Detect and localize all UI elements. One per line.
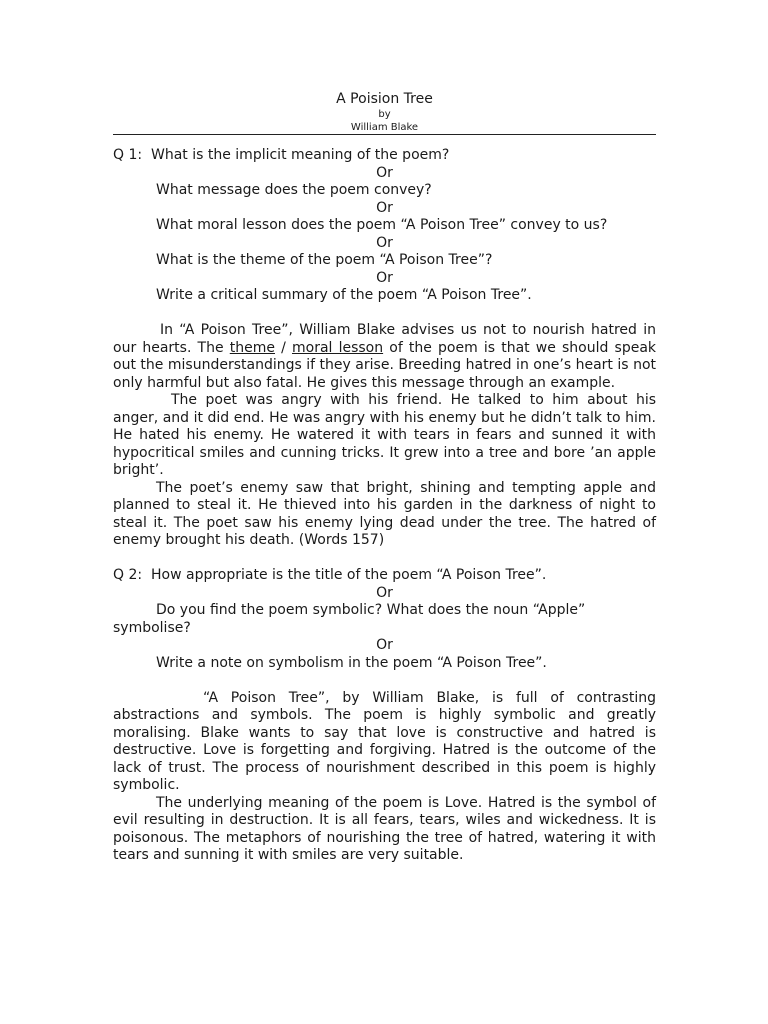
q1-alt-1: What message does the poem convey? (156, 182, 432, 198)
q1-or-3: Or (376, 234, 393, 251)
q1-answer-text-b: of the poem is that we should speak out the misunderstandings if they arise. Breeding hatred in one’s heart is not only harmful but also fatal. He gives this message through an example. (113, 339, 657, 391)
q2-alt-1a: Do you find the poem symbolic? What does the noun “Apple” (156, 602, 586, 618)
q1-question (113, 147, 656, 165)
header-divider (113, 134, 656, 135)
q2-alt-1b: symbolise? (113, 619, 191, 636)
q1-or-1: Or (376, 164, 393, 181)
q2-or-2: Or (376, 637, 393, 653)
q2-question-text: How appropriate is the title of the poem “A Poison Tree”. (151, 567, 547, 583)
q2-alt-2: Write a note on symbolism in the poem “A Poison Tree”. (156, 654, 547, 671)
q1-or-2: Or (376, 199, 393, 216)
q1-alt-4: Write a critical summary of the poem “A Poison Tree”. (156, 287, 532, 303)
q1-question-text: What is the implicit meaning of the poem? (151, 147, 450, 163)
q2-answer-paragraph-1: “A Poison Tree”, by William Blake, is full of contrasting abstractions and symbols. The poem is highly symbolic and greatly moralising. Blake wants to say that love is constructive and hatred is destructive. Love is forgetting and forgiving. Hatred is the outcome of the lack of trust. The process of nourishment described in this poem is highly symbolic. (113, 689, 656, 793)
q1-label: Q 1: (113, 147, 143, 163)
underlined-theme: theme (229, 339, 275, 356)
poem-author: William Blake (350, 122, 419, 133)
q1-or-4: Or (376, 269, 393, 286)
q2-question (113, 567, 656, 585)
q1-answer-text-a: In “A Poison Tree”, William Blake advises us not to nourish hatred in our hearts. The (113, 322, 656, 356)
by-line: by (378, 109, 391, 120)
q1-answer-paragraph-3: The poet’s enemy saw that bright, shining and tempting apple and planned to steal it. He thieved into his garden in the darkness of night to steal it. The poet saw his enemy lying dead under the tree. The hatred of enemy brought his death. (Words 157) (113, 479, 656, 548)
q1-alt-3: What is the theme of the poem “A Poison Tree”? (156, 252, 493, 268)
slash-separator: / (274, 339, 292, 356)
q1-answer-paragraph-1 (113, 322, 656, 392)
q2-answer-paragraph-2: The underlying meaning of the poem is Love. Hatred is the symbol of evil resulting in destruction. It is all fears, tears, wiles and wickedness. It is poisonous. The metaphors of nourishing the tree of hatred, watering it with tears and sunning it with smiles are very suitable. (113, 794, 656, 863)
q1-alt-2: What moral lesson does the poem “A Poison Tree” convey to us? (156, 217, 608, 233)
q2-or-1: Or (376, 584, 393, 601)
document-body (113, 147, 656, 865)
document-header (113, 90, 656, 134)
underlined-moral-lesson: moral lesson (292, 339, 384, 356)
poem-title: A Poision Tree (336, 91, 433, 107)
q1-answer-paragraph-2: The poet was angry with his friend. He talked to him about his anger, and it did end. He was angry with his enemy but he didn’t talk to him. He hated his enemy. He watered it with tears in fears and sunned it with hypocritical smiles and cunning tricks. It grew into a tree and bore ’an apple bright’. (113, 392, 656, 478)
q2-label: Q 2: (113, 567, 143, 583)
